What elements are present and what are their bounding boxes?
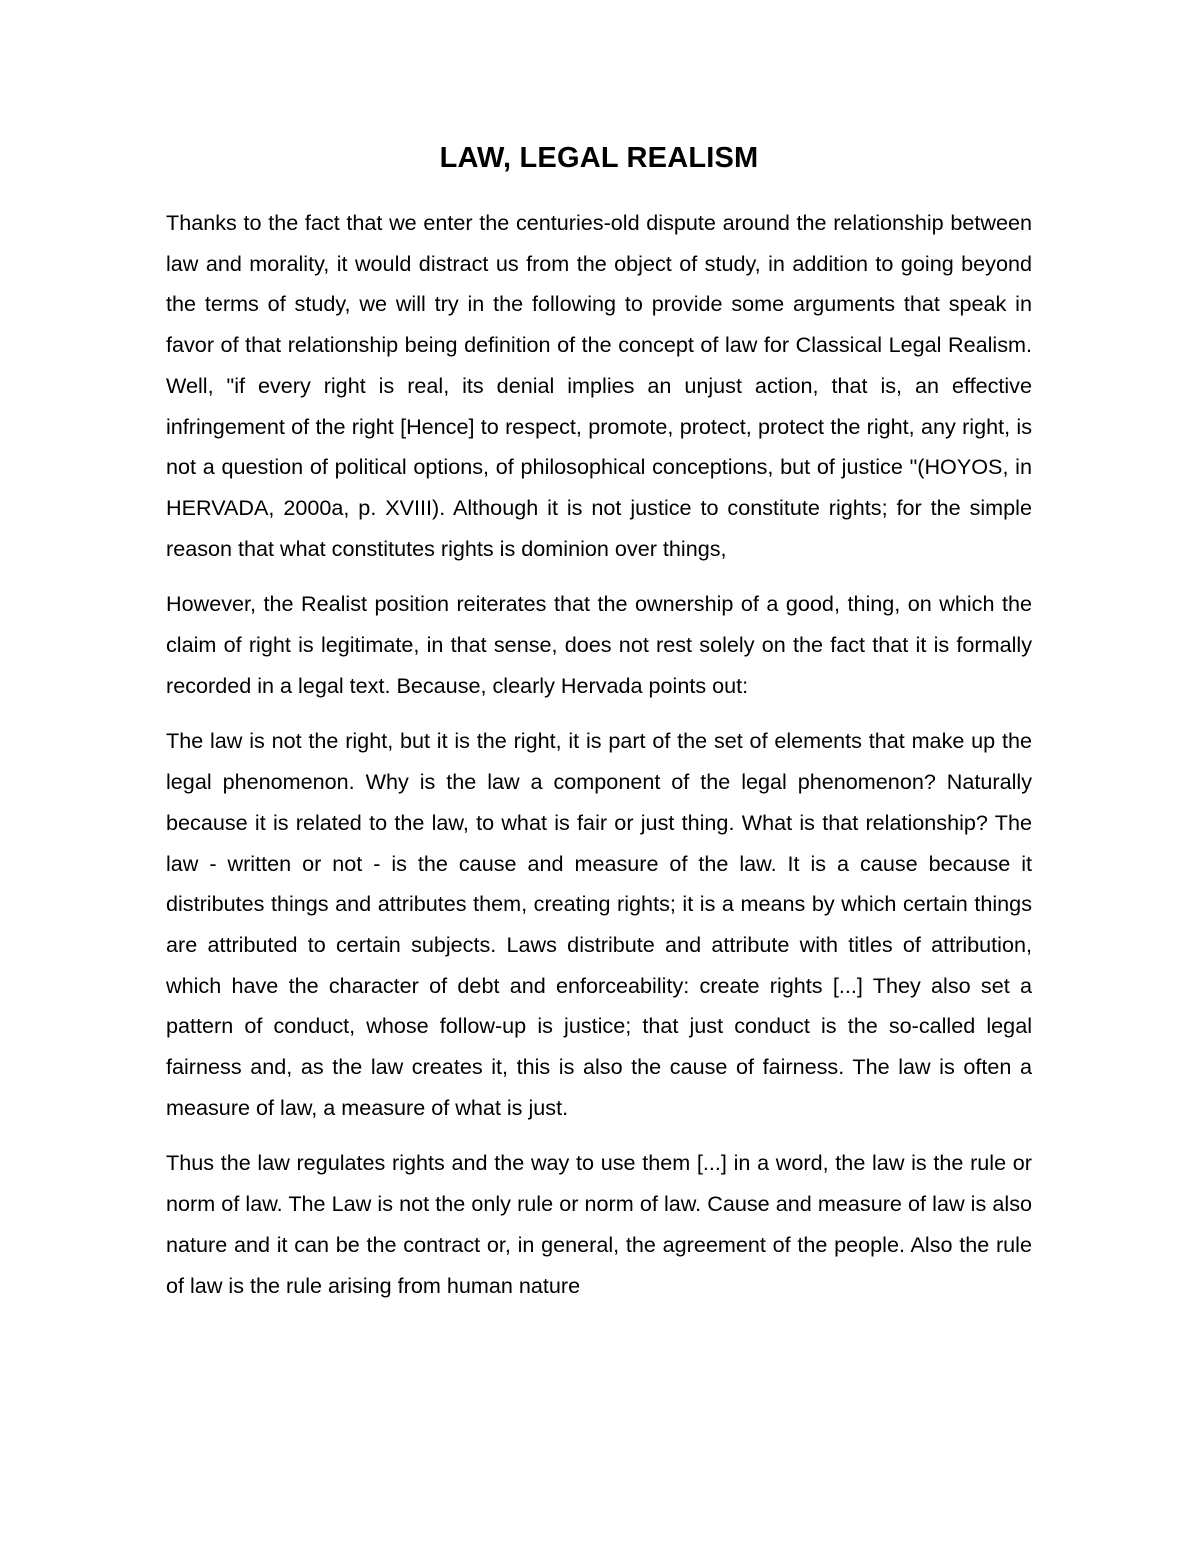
paragraph-intro: Thanks to the fact that we enter the centuries-old dispute around the relationship between law and morality, it would distract us from the object of study, in addition to going beyond the terms of study, we will try in the following to provide some arguments that speak in favor of that relationship being definition of the concept of law for Classical Legal Realism. Well, "if every right is real, its denial implies an unjust action, that is, an effective infringement of the right [Hence] to respect, promote, protect, protect the right, any right, is not a question of political options, of philosophical conceptions, but of justice "(HOYOS, in HERVADA, 2000a, p. XVIII). Although it is not justice to constitute rights; for the simple reason that what constitutes rights is dominion over things, bbox=[166, 210, 1032, 561]
paragraph-realist-position: However, the Realist position reiterates that the ownership of a good, thing, on which the claim of right is legitimate, in that sense, does not rest solely on the fact that it is formally recorded in a legal text. Because, clearly Hervada points out: bbox=[166, 591, 1032, 698]
paragraph-law-regulates: Thus the law regulates rights and the way to use them [...] in a word, the law is the rule or norm of law. The Law is not the only rule or norm of law. Cause and measure of law is also nature and it can be the contract or, in general, the agreement of the people. Also the rule of law is the rule arising from human nature bbox=[166, 1150, 1032, 1298]
paragraph-hervada-quote: The law is not the right, but it is the right, it is part of the set of elements that make up the legal phenomenon. Why is the law a component of the legal phenomenon? Naturally because it is related to the law, to what is fair or just thing. What is that relationship? The law - written or not - is the cause and measure of the law. It is a cause because it distributes things and attributes them, creating rights; it is a means by which certain things are attributed to certain subjects. Laws distribute and attribute with titles of attribution, which have the character of debt and enforceability: create rights [...] They also set a pattern of conduct, whose follow-up is justice; that just conduct is the so-called legal fairness and, as the law creates it, this is also the cause of fairness. The law is often a measure of law, a measure of what is just. bbox=[166, 728, 1032, 1120]
document-body bbox=[166, 140, 1032, 1321]
document-title: LAW, LEGAL REALISM bbox=[439, 142, 759, 174]
